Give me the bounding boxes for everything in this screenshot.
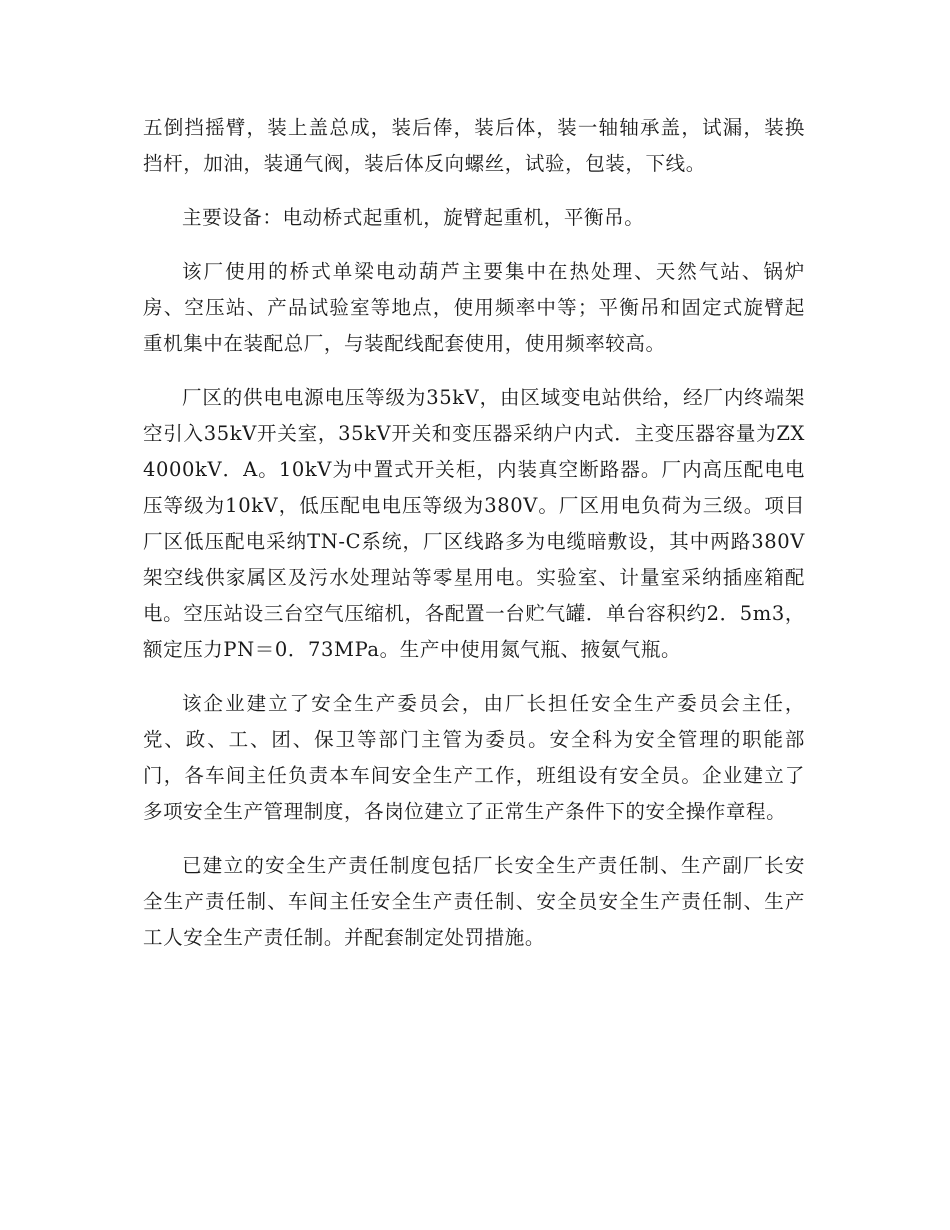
paragraph-assembly-steps: 五倒挡摇臂，装上盖总成，装后俸，装后体，装一轴轴承盖，试漏，装换挡杆，加油，装通气阀，装后体反向螺丝，试验，包装，下线。 <box>143 116 805 175</box>
paragraph-responsibility-system: 已建立的安全生产责任制度包括厂长安全生产责任制、生产副厂长安全生产责任制、车间主任安全生产责任制、安全员安全生产责任制、生产工人安全生产责任制。并配套制定处罚措施。 <box>143 854 805 949</box>
paragraph-safety-committee: 该企业建立了安全生产委员会，由厂长担任安全生产委员会主任，党、政、工、团、保卫等部门主管为委员。安全科为安全管理的职能部门，各车间主任负责本车间安全生产工作，班组设有安全员。企业建立了多项安全生产管理制度，各岗位建立了正常生产条件下的安全操作章程。 <box>143 692 805 823</box>
document-body <box>143 110 805 974</box>
paragraph-crane-usage: 该厂使用的桥式单梁电动葫芦主要集中在热处理、天然气站、锅炉房、空压站、产品试验室等地点，使用频率中等；平衡吊和固定式旋臂起重机集中在装配总厂，与装配线配套使用，使用频率较高。 <box>143 260 805 355</box>
paragraph-power-supply: 厂区的供电电源电压等级为35kV，由区域变电站供给，经厂内终端架空引入35kV开关室，35kV开关和变压器采纳户内式．主变压器容量为ZX4000kV．A。10kV为中置式开关柜，内装真空断路器。厂内高压配电电压等级为10kV，低压配电电压等级为380V。厂区用电负荷为三级。项目厂区低压配电采纳TN-C系统，厂区线路多为电缆暗敷设，其中两路380V架空线供家属区及污水处理站等零星用电。实验室、计量室采纳插座箱配电。空压站设三台空气压缩机，各配置一台贮气罐．单台容积约2．5m3，额定压力PN＝0．73MPa。生产中使用氮气瓶、掖氨气瓶。 <box>143 386 805 661</box>
paragraph-main-equipment: 主要设备：电动桥式起重机，旋臂起重机，平衡吊。 <box>182 206 645 229</box>
